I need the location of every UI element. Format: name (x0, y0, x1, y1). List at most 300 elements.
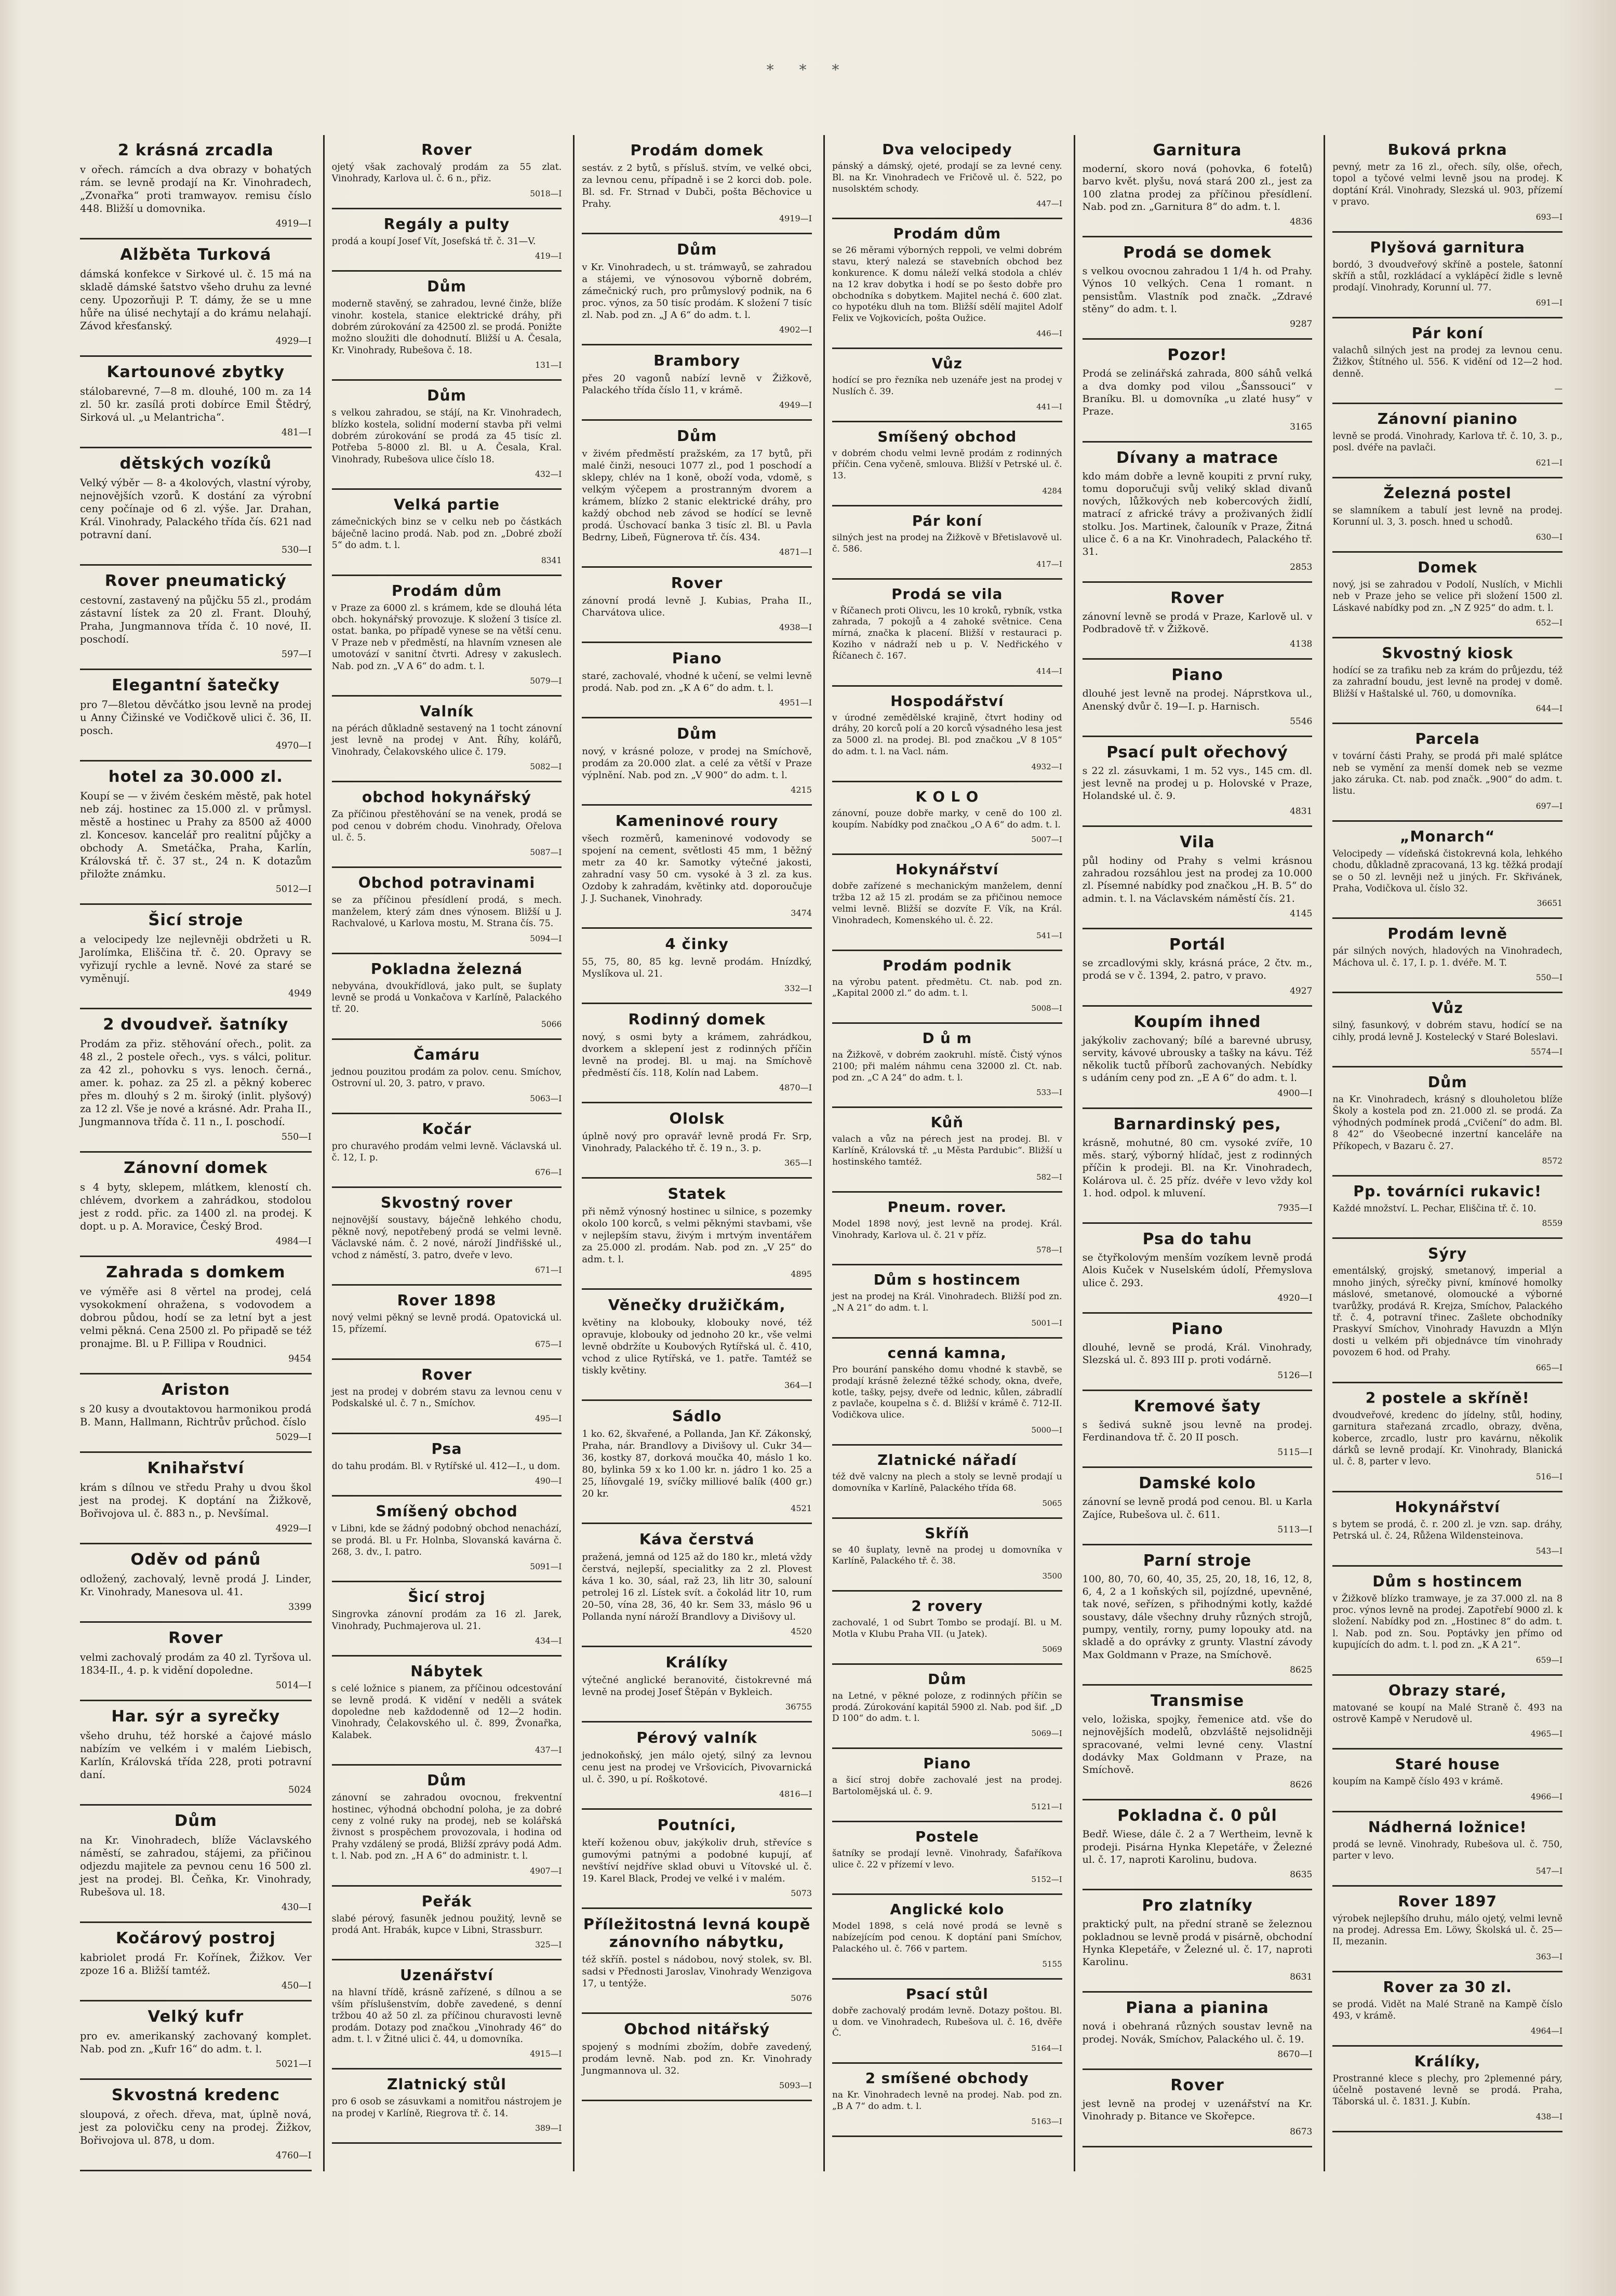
classified-ad (80, 1701, 312, 1806)
classified-ad (582, 345, 812, 421)
classified-ad (832, 1519, 1062, 1592)
ad-headline: Valník (420, 702, 474, 720)
ad-code: 5079—I (530, 676, 562, 686)
ad-text: přes 20 vagonů nabízí levně v Žižkově, Palackého třída číslo 11, v krámě. (582, 373, 812, 396)
classified-ad (332, 868, 562, 954)
ad-code: 4932—I (1031, 762, 1062, 771)
classified-ad (1083, 237, 1313, 340)
ad-code: 481—I (281, 428, 312, 438)
ad-text: se čtyřkolovým menším vozíkem levně prodá Alois Kuček v Nuselském údolí, Přemyslova ulice č. 293. (1082, 1252, 1313, 1289)
ad-text: Prostranné klece s plechy, pro 2plemenné páry, účelně postavené levně se prodá. Praha, Táborská ul. č. 1831. J. Kubín. (1332, 2073, 1562, 2107)
ad-headline: Dům (1427, 1074, 1467, 1091)
ad-headline: Dům (676, 241, 717, 258)
classified-ad (80, 1923, 312, 2001)
ad-headline: Alžběta Turková (120, 246, 272, 264)
ad-code: 446—I (1036, 328, 1062, 338)
ad-headline: Kartounové zbytky (106, 363, 285, 381)
ad-headline: Peřák (421, 1892, 472, 1910)
ad-code: 516—I (1535, 1472, 1562, 1481)
ad-headline: 2 rovery (911, 1597, 983, 1615)
ad-code: 5082—I (530, 762, 562, 772)
ad-headline: Rover (671, 574, 723, 592)
ad-headline: Elegantní šatečky (112, 676, 280, 695)
ad-code: 5000—I (1031, 1425, 1062, 1435)
ad-headline: Piano (1171, 666, 1223, 685)
ad-headline: Káva čerstvá (639, 1530, 755, 1548)
ad-headline: cenná kamna, (887, 1344, 1007, 1362)
ad-headline: Hokynářství (1395, 1498, 1500, 1516)
ad-headline: „Monarch“ (1400, 827, 1495, 845)
ad-code: 4919—I (779, 213, 812, 223)
classified-ad (832, 1193, 1062, 1266)
ad-code: 8670—I (1277, 2049, 1313, 2060)
ad-text: zánovní prodá levně J. Kubias, Praha II., Charvátova ulice. (582, 595, 812, 618)
classified-ad (332, 697, 562, 782)
ad-text: na hlavní třídě, krásně zařízené, s dílnou a se vším příslušenstvím, dobře zavedené, s denní tržbou 40 až 50 zl. za příčinou churavosti levně prodám. Dotazy pod značkou „Vinohrady 46“ do adm. t. l. v Žitné ulici č. 44, u domovníka. (331, 1987, 562, 2045)
column-1 (73, 135, 318, 2171)
ad-text: pro 6 osob se zásuvkami a nomitřou nástrojem je na prodej v Karlíně, Riegrova tř. č. 14. (331, 2097, 562, 2119)
classified-ad (80, 357, 312, 448)
classified-ad (832, 580, 1062, 687)
ad-text: s 4 byty, sklepem, mlátkem, kleností ch. chlévem, dvorkem a zahrádkou, stodolou jest z rodd. přic. za 1400 zl. na prodej. K dopt. u p. A. Moravice, Český Brod. (80, 1181, 312, 1232)
ad-text: na Žižkově, v dobrém zaokruhl. místě. Čistý výnos 2100; při malém náhmu cena 32000 zl. Ct. nab. pod zn. „C A 24“ do adm. t. l. (832, 1050, 1062, 1083)
ad-code: 541—I (1036, 930, 1062, 940)
ad-headline: Obrazy staré, (1388, 1681, 1507, 1699)
ad-text: se zrcadlovými skly, krásná práce, 2 čtv. m., prodá se v č. 1394, 2. patro, v pravo. (1082, 957, 1313, 982)
ad-code: 8559 (1542, 1219, 1562, 1229)
ad-headline: dětských vozíků (119, 455, 272, 473)
classified-ad (1332, 1812, 1562, 1887)
classified-ad (582, 1290, 812, 1401)
ad-headline: Šicí stroj (408, 1588, 486, 1606)
ad-text: na Kr. Vinohradech levně na prodej. Nab. pod zn. „B A 7“ do adm. t. l. (832, 2090, 1062, 2112)
ad-text: slabé pérový, fasuněk jednou použitý, levně se prodá Ant. Hrabák, kupce v Libni, Strassburr. (331, 1913, 562, 1935)
ad-headline: Zánovní pianino (1377, 410, 1518, 428)
classified-ad (332, 782, 562, 868)
ad-code: 5024 (288, 1785, 312, 1795)
ad-headline: Kočár (422, 1120, 472, 1138)
ad-headline: Skvostná kredenc (111, 2086, 280, 2104)
classified-ad (80, 1009, 312, 1153)
ad-code: 5126—I (1277, 1370, 1313, 1381)
ad-code: 8626 (1290, 1780, 1313, 1791)
ad-headline: Pérový valník (636, 1729, 758, 1746)
classified-ad (1332, 1972, 1562, 2047)
classified-ad (832, 1108, 1062, 1192)
ad-text: v úrodné zemědělské krajině, čtvrt hodiny od dráhy, 20 korců polí a 20 korců výsadného lesa jest za 5000 zl. na prodej. Bl. pod značkou „V 8 105“ do adm. t. l. na Vacl. nám. (832, 712, 1062, 757)
ad-text: všeho druhu, též horské a čajové máslo nabízím ve velkém i v malém Liebisch, Karlín, Královská třída 228, proti potravní daní. (80, 1730, 312, 1781)
ad-headline: Plyšová garnitura (1370, 238, 1525, 256)
ad-text: pro churavého prodám velmi levně. Václavská ul. č. 12, I. p. (331, 1141, 562, 1164)
ad-text: s velkou ovocnou zahradou 1 1/4 h. od Prahy. Výnos 10 velkých. Cena 1 romant. n pensistům. Vlastník pod značk. „Zdravé stěny“ do adm. t. l. (1082, 265, 1313, 315)
ad-code: 5012—I (275, 884, 312, 895)
classified-ad (1332, 1676, 1562, 1750)
ad-headline: Koupím ihned (1133, 1012, 1261, 1031)
classified-ad (1332, 404, 1562, 478)
classified-ad (1083, 1007, 1313, 1109)
ad-headline: Piano (672, 649, 722, 667)
ad-headline: Čamáru (413, 1046, 480, 1063)
ad-headline: Statek (667, 1185, 726, 1203)
ad-text: půl hodiny od Prahy s velmi krásnou zahradou rozsáhlou jest na prodej za 10.000 zl. Písemné nabídky pod značkou „H. B. 5“ do admin. t. l. na Václavském náměstí čís. 21. (1082, 855, 1313, 904)
classified-ad (1083, 737, 1313, 827)
column-6 (1324, 135, 1569, 2171)
classified-ad (582, 568, 812, 643)
ad-text: Model 1898, s celá nové prodá se levně s nabízejícím pod cenou. K doptání pani Smíchov, Palackého ul. č. 766 v partem. (832, 1921, 1062, 1954)
ad-headline: Kremové šaty (1133, 1397, 1261, 1416)
ad-headline: Anglické kolo (890, 1901, 1005, 1918)
classified-ad (80, 670, 312, 762)
ad-text: Koupí se — v živém českém městě, pak hotel neb záj. hostinec za 15.000 zl. v průmysl. městě a hostinec u Prahy za 8500 až 4000 zl. Koncesov. kancelář pro realitní půjčky a obchody A. Smetáčka, Praha, Karlín, Královská tř. č. 37 st., 24 n. K dotazům přiložte známku. (80, 790, 312, 880)
ad-headline: Zahrada s domkem (106, 1263, 286, 1282)
ad-headline: 2 postele a skříně! (1365, 1389, 1530, 1407)
ad-headline: Transmise (1150, 1691, 1245, 1710)
ad-text: krásně, mohutné, 80 cm. vysoké zvíře, 10 měs. starý, výborný hlídač, jest z rodinných příčin k prodeji. Bl. na Kr. Vinohradech, Kolárova ul. č. 25 příz. dvéře v levo vždy kol 1. hod. odpol. k mluvení. (1082, 1137, 1313, 1199)
ad-text: při němž výnosný hostinec u silnice, s pozemky okolo 100 korců, s velmi pěknými stavbami, vše v nejlepším stavu, živým i mrtvým inventářem za 25.000 zl. prodám. Nab. pod zn. „V 25“ do adm. t. l. (582, 1206, 812, 1265)
ad-text: v Žižkově blízko tramwaye, je za 37.000 zl. na 8 proc. výnos levně na prodej. Zapotřebí 9000 zl. k složení. Nabídky pod zn. „Hostinec 8“ do adm. t. l. Nab. pod zn. Sou. Poptávky jen přímo od kupujících do adm. t. l. pod zn. „K A 21“. (1332, 1593, 1562, 1651)
ad-text: do tahu prodám. Bl. v Rytířské ul. 412—I., u dom. (331, 1461, 560, 1472)
ad-headline: Rover (421, 1366, 472, 1383)
ad-text: silný, fasunkový, v dobrém stavu, hodící se na cihly, prodá levně J. Kostelecký v Staré Boleslavi. (1332, 1020, 1562, 1043)
ad-text: hodící se za trafiku neb za krám do průjezdu, též za zahradní boudu, jest levně na prodej v domě. Bližší v Haštalské ul. 760, u domovníka. (1332, 665, 1562, 699)
ad-text: jest na prodej na Král. Vinohradech. Bližší pod zn. „N A 21“ do adm. t. l. (832, 1291, 1062, 1314)
ad-headline: Parcela (1415, 730, 1480, 748)
classified-ad (332, 1657, 562, 1766)
ad-text: v Libni, kde se žádný podobný obchod nenachází, se prodá. Bl. u Fr. Holnba, Slovanská kavárna č. 268, 3. dv., I. patro. (331, 1524, 562, 1557)
ad-code: 4520 (791, 1626, 812, 1636)
classified-ad (832, 951, 1062, 1024)
ad-code: 4284 (1042, 486, 1062, 496)
ad-headline: Pp. továrníci rukavic! (1353, 1183, 1542, 1200)
ad-headline: Regály a pulty (383, 215, 510, 233)
classified-ad (582, 1810, 812, 1909)
ad-code: 365—I (784, 1158, 812, 1168)
ad-code: 5091—I (530, 1562, 562, 1572)
ad-headline: Rover za 30 zl. (1383, 1978, 1512, 1996)
ad-headline: Skvostný kiosk (1382, 644, 1513, 662)
ad-headline: Rover (168, 1629, 223, 1647)
ad-headline: Pro zlatníky (1142, 1897, 1253, 1915)
ad-code: 5065 (1042, 1498, 1062, 1508)
ad-code: 5574—I (1530, 1047, 1562, 1057)
ad-text: jednokoňský, jen málo ojetý, silný za levnou cenu jest na prodej ve Vršovicích, Pivovarnická ul. č. 390, u pí. Roškotové. (582, 1750, 812, 1785)
ad-text: výrobek nejlepšího druhu, málo ojetý, velmi levně na prodej. Adressa Em. Löwy, Školská ul. č. 25—II, mezanin. (1332, 1913, 1562, 1947)
ad-headline: Příležitostná levná koupě zánovního nábytku, (583, 1915, 811, 1951)
ad-headline: Králíky, (1414, 2052, 1481, 2070)
ad-text: a velocipedy lze nejlevněji obdržeti u R. Jarolímka, Eliščina tř. č. 20. Opravy se vyřizují rychle a levně. Nové za staré se vyměnují. (80, 933, 312, 984)
ad-headline: 4 činky (665, 935, 729, 953)
ad-code: 675—I (535, 1339, 562, 1349)
ad-text: Model 1898 nový, jest levně na prodej. Král. Vinohrady, Karlova ul. č. 21 v příz. (832, 1218, 1062, 1240)
classified-ad (1083, 1224, 1313, 1314)
ad-text: všech rozměrů, kameninové vodovody se spojení na cement, světlosti 45 mm, 1 běžný metr za 40 kr. Samotky výtečné jakosti, zahradní vasy 50 cm. vysoké à 3 zl. za kus. Ozdoby k zahradám, květinky atd. doporoučuje J. J. Suchanek, Vinohrady. (582, 833, 812, 904)
ad-headline: Poutníci, (657, 1816, 737, 1834)
ad-text: Pro bourání panského domu vhodné k stavbě, se prodají krásně železné těžké schody, okna, dveře, kotle, tašky, pejsy, dveře od lednic, kůlen, zábradlí z pavlače, koupelna s č. d. Bližší v krámě č. 712-II. Vodičkova ulice. (832, 1365, 1062, 1421)
classified-ad (832, 1592, 1062, 1665)
ad-headline: Ariston (161, 1381, 230, 1399)
classified-ad (832, 855, 1062, 951)
ad-code: 697—I (1535, 801, 1562, 811)
classified-ad (1083, 1545, 1313, 1686)
classified-ad (1083, 443, 1313, 583)
ad-code: 8635 (1290, 1870, 1313, 1880)
ad-code: 4138 (1290, 639, 1313, 650)
page-mark: * * * (766, 61, 850, 78)
classified-ad (80, 762, 312, 905)
ad-text: matované se koupí na Malé Straně č. 493 na ostrově Kampě v Nerudově ul. (1332, 1702, 1562, 1725)
classified-ad (582, 1647, 812, 1723)
ad-code: 8673 (1290, 2126, 1313, 2137)
ad-code: 693—I (1535, 212, 1562, 222)
ad-code: 4895 (791, 1269, 812, 1279)
classified-ad (80, 1374, 312, 1453)
ad-text: též skříň. postel s nádobou, nový stolek, sv. Bl. sadsi v Přednosti Jaroslav, Vinohrady Wenzigova 17, u tentýže. (582, 1954, 812, 1989)
ad-code: 4964—I (1530, 2026, 1562, 2036)
classified-ad (332, 272, 562, 381)
ad-code: 652—I (1535, 618, 1562, 628)
ad-code: — (1554, 384, 1562, 394)
classified-ad (832, 687, 1062, 782)
ad-code: 3500 (1042, 1571, 1062, 1581)
ad-code: 8572 (1542, 1156, 1562, 1166)
ad-code: 4951—I (779, 698, 812, 708)
ad-code: 419—I (535, 251, 562, 261)
ad-code: 4984—I (275, 1236, 312, 1247)
classified-ad (832, 1665, 1062, 1749)
ad-headline: Dům (676, 427, 717, 445)
ad-code: 4949—I (779, 400, 812, 410)
classified-ad (80, 135, 312, 239)
ad-text: s 22 zl. zásuvkami, 1 m. 52 vys., 145 cm. dl. jest levně na prodej u p. Holovské v Praze, Holandské ul. č. 9. (1082, 765, 1313, 802)
ad-text: květiny na klobouky, klobouky nové, též opravuje, klobouky od jednoho 20 kr., vše velmi levně obdržíte u Koubových Rytířská ul. č. 410, vchod z ulice Rytířská, ve 1. patře. Tamtéž se tiskly květiny. (582, 1317, 812, 1376)
ad-code: 417—I (1036, 559, 1062, 569)
classified-ad (582, 718, 812, 806)
ad-code: 9454 (288, 1354, 312, 1364)
ad-text: zánovní se zahradou ovocnou, frekventní hostinec, výhodná obchodní poloha, je za dobré ceny z volné ruky na prodej, neb se kolářská živnost s prospěchem provozovala, i hodina od Prahy vzdálený se prodá, Bližší zprávy podá Adm. t. l. Nab. pod zn. „H A 6“ do administr. t. l. (331, 1793, 562, 1862)
ad-headline: K O L O (915, 787, 979, 805)
ad-text: pro ev. amerikanský zachovaný komplet. Nab. pod zn. „Kufr 16“ do adm. t. l. (80, 2030, 312, 2055)
classified-ad (1332, 553, 1562, 638)
ad-code: 8631 (1290, 1972, 1313, 1983)
classified-ad (332, 1960, 562, 2070)
ad-code: 332—I (784, 983, 812, 993)
ad-code: 4215 (791, 785, 812, 795)
ad-code: 4831 (1290, 806, 1313, 817)
ad-headline: Psací pult ořechový (1106, 743, 1288, 762)
ad-code: 4902—I (779, 325, 812, 335)
classified-ad (1083, 1468, 1313, 1545)
classified-ad (1083, 1391, 1313, 1469)
ad-code: 4919—I (275, 219, 312, 229)
ad-headline: Dva velocipedy (882, 141, 1012, 158)
ad-headline: Dům s hostincem (873, 1271, 1021, 1289)
ad-text: Velký výběr — 8- a 4kolových, vlastní výroby, nejnovějších vzorů. K dostání za výrobní ceny počínaje od 6 zl. výše. Jar. Drahan, Král. Vinohrady, Palackého třída čís. 621 nad potravní daní. (80, 477, 312, 541)
ad-code: 4870—I (779, 1083, 812, 1092)
ad-headline: Skříň (925, 1524, 970, 1542)
ad-headline: Damské kolo (1139, 1474, 1256, 1493)
classified-ad (832, 422, 1062, 506)
classified-ad (1332, 233, 1562, 318)
ad-headline: Sádlo (672, 1407, 722, 1425)
ad-code: 4965—I (1530, 1729, 1562, 1739)
ad-text: s 20 kusy a dvoutaktovou harmonikou prodá B. Mann, Hallmann, Richtrův průchod. číslo (80, 1403, 312, 1428)
ad-code: 4966—I (1530, 1792, 1562, 1801)
ad-headline: Rodinný domek (628, 1010, 766, 1028)
ad-headline: Prodám podnik (883, 956, 1012, 974)
ad-headline: Prodá se vila (891, 585, 1003, 603)
ad-code: 3399 (288, 1602, 312, 1612)
ad-text: pražená, jemná od 125 až do 180 kr., mletá vždy čerstvá, nejlepší, specialitky za 2 zl. Plovest káva 1 ko. 30, sáal, raž 23, lih litr 30, salouní petrolej 16 zl. Lístek svít. a čokolád litr 10, rum 20–50, vína 28, 36, 40 kr. Sem 33, máslo 96 u Pollanda nyní nároží Brandlovy a Divišovy ul. (582, 1552, 812, 1622)
classified-ad (1083, 1109, 1313, 1224)
ad-text: též dvě valcny na plech a stoly se levně prodají u domovníka v Karlíně, Palackého třída 68. (832, 1472, 1062, 1493)
ad-text: prodá a koupí Josef Vít, Josefská tř. č. 31—V. (331, 236, 536, 247)
ad-headline: 2 krásná zrcadla (117, 141, 274, 159)
ad-text: pro 7—8letou děvčátko jsou levně na prodej u Anny Čižinské ve Vodičkově ulici č. 36, II. posch. (80, 699, 312, 737)
classified-ad (332, 1887, 562, 1961)
ad-code: 5121—I (1031, 1801, 1062, 1811)
ad-code: 430—I (281, 1902, 312, 1913)
ad-headline: Rover (1170, 589, 1224, 607)
ad-headline: Prodá se domek (1123, 244, 1272, 262)
ad-headline: Pokladna č. 0 půl (1117, 1807, 1277, 1825)
ad-code: 5008—I (1031, 1004, 1062, 1013)
classified-ad (80, 2001, 312, 2080)
ad-headline: Postele (915, 1827, 979, 1845)
ad-text: silných jest na prodej na Žižkově v Břetislavově ul. č. 586. (832, 532, 1062, 554)
ad-headline: Velká partie (393, 496, 500, 514)
ad-text: kdo mám dobře a levně koupiti z první ruky, tomu doporučuji svůj veliký sklad divanů nových, lůžkových neb kobercových židlí, matrací z africké trávy a proživaných židlí stolku. Jos. Martinek, čalouník v Praze, Žitná ulice č. 6 a na Kr. Vinohradech, Palackého tř. 31. (1082, 470, 1313, 558)
ad-text: dámská konfekce v Sirkové ul. č. 15 má na skladě dámské šatstvo všeho druhu za levné ceny. Upozorňuji P. T. dámy, že se u mne hůře na úlisé nechytají a do krámu nelahají. Závod křesťanský. (80, 268, 312, 332)
classified-ad (1332, 1239, 1562, 1383)
ad-code: 5155 (1042, 1959, 1062, 1969)
ad-code: 533—I (1036, 1088, 1062, 1098)
classified-ad (1083, 1890, 1313, 1993)
classified-ad (832, 349, 1062, 422)
column-3 (573, 135, 818, 2171)
ad-text: v Kr. Vinohradech, u st. trámwayů, se zahradou a stájemi, ve výnosovou výborně dobrém, zámečnický ruch, pro průmyslový podnik, na 6 proc. výnos, za 50 tisíc prodám. K složení 7 tisíc zl. Nab. pod zn. „J A 6“ do adm. t. l. (582, 262, 812, 321)
ad-code: 325—I (535, 1940, 562, 1950)
ad-text: koupím na Kampě číslo 493 v krámě. (1332, 1777, 1503, 1787)
ad-code: 2853 (1290, 562, 1313, 572)
classified-ad (832, 135, 1062, 219)
classified-ad (80, 905, 312, 1009)
ad-text: nebyvána, dvoukřídlová, jako pult, se šuplaty levně se prodá u Vonkačova v Karlíně, Palackého tř. 20. (331, 981, 562, 1015)
ad-code: 4927 (1290, 985, 1313, 996)
classified-ad (1083, 583, 1313, 660)
ad-code: 5546 (1290, 716, 1313, 727)
ad-code: 550—I (1535, 973, 1562, 983)
ad-headline: Dům (427, 278, 466, 296)
ad-text: s celé ložnice s pianem, za příčinou odcestování se levně prodá. K vidění v neděli a svátek dopoledne neb každodenně od 12—2 hodin. Vinohrady, Čelakovského ul. č. 899, Žvonařka, Kalabek. (331, 1684, 562, 1741)
ad-headline: Piano (1171, 1320, 1223, 1339)
ad-headline: Prodám dům (893, 225, 1001, 243)
ad-code: 4970—I (275, 741, 312, 751)
ad-text: šatníky se prodají levně. Vinohrady, Šafaříkova ulice č. 22 v přízemí v levo. (832, 1848, 1062, 1870)
classified-ad (332, 209, 562, 272)
ad-headline: Zánovní domek (124, 1159, 268, 1177)
ad-code: 644—I (1535, 704, 1562, 714)
ad-code: 4521 (791, 1503, 812, 1513)
ad-code: 414—I (1036, 666, 1062, 676)
ad-headline: Prodám domek (630, 141, 764, 159)
column-2 (323, 135, 568, 2171)
classified-ad (80, 448, 312, 566)
ad-code: 5094—I (530, 933, 562, 943)
ad-code: 671—I (535, 1265, 562, 1275)
ad-code: 578—I (1036, 1245, 1062, 1255)
ad-code: 530—I (281, 545, 312, 555)
ad-text: Velocipedy — vídeňská čistokrevná kola, lehkého chodu, důkladně zpracovaná, 13 kg. těžká prodají se o 50 zl. levněji než u jiných. Fr. Skřivánek, Praha, Vodičkova ul. číslo 32. (1332, 848, 1562, 894)
ad-headline: Hokynářství (896, 861, 999, 878)
ad-code: 5076 (791, 1993, 812, 2003)
ad-headline: Rover (1170, 2076, 1224, 2095)
ad-headline: Pár koní (912, 512, 982, 529)
ad-text: hodící se pro řezníka neb uzenáře jest na prodej v Nuslích č. 39. (832, 375, 1062, 397)
ad-headline: Šicí stroje (148, 911, 244, 929)
ad-code: 582—I (1036, 1172, 1062, 1182)
ad-code: 5093—I (779, 2080, 812, 2090)
ad-code: 5007—I (1031, 835, 1062, 845)
classified-ad (832, 1024, 1062, 1108)
ad-text: prodá se levně. Vinohrady, Rubešova ul. č. 750, parter v levo. (1332, 1839, 1562, 1862)
classified-ad (332, 2070, 562, 2144)
classified-ad (1332, 1383, 1562, 1492)
classified-ad (80, 1623, 312, 1701)
ad-code: 450—I (281, 1981, 312, 1991)
ad-text: Za příčinou přestěhování se na venek, prodá se pod cenou v dobrém chodu. Vinohrady, Ořelova ul. č. 5. (331, 809, 562, 843)
ad-headline: Vila (1180, 833, 1215, 851)
ad-headline: Kameninové roury (615, 812, 779, 830)
ad-text: na pérách důkladně sestavený na 1 tocht zánovní jest levně na prodej v Ant. Říhy, kolářů, Vinohrady, Čelakovského ulice č. 179. (331, 723, 562, 757)
ad-text: dlouhé jest levně na prodej. Náprstkova ul., Anenský dvůr č. 19—I. p. Harnisch. (1082, 688, 1313, 712)
classified-ad (1332, 1750, 1562, 1812)
ad-text: na Kr. Vinohradech, krásný s dlouholetou blíže Školy a kostela pod zn. 21.000 zl. se prodá. Za výhodných podmínek prodá „Cvičení“ do adm. Bl. 8 42“ do Všeobecné inzertní kanceláře na Příkopech, v Bazaru č. 27. (1332, 1094, 1562, 1152)
classified-ad (1083, 1314, 1313, 1391)
ad-code: 5069—I (1031, 1729, 1062, 1739)
ad-text: se za příčinou přesídlení prodá, s mech. manželem, který zám dnes výnosem. Bližší u J. Rachvalové, u Karlova mostu, M. Strana čís. 75. (331, 895, 562, 929)
ad-text: výtečné anglické beranovité, čistokrevné má levně na prodej Josef Štěpán v Bykleich. (582, 1675, 812, 1698)
ad-headline: Pneum. rover. (887, 1198, 1007, 1216)
ad-text: moderní, skoro nová (pohovka, 6 fotelů) barvo květ. plyšu, nová stará 200 zl., jest za 100 zlatna prodej za příčinou přesídlení. Nab. pod zn. „Garnitura 8“ do adm. t. l. (1082, 163, 1313, 212)
ad-code: 5063—I (530, 1093, 562, 1103)
ad-code: 5115—I (1277, 1447, 1313, 1458)
ad-code: 4938—I (779, 622, 812, 632)
classified-ad (1332, 822, 1562, 919)
ad-code: 5069 (1042, 1644, 1062, 1654)
ad-text: 100, 80, 70, 60, 40, 35, 25, 20, 18, 16, 12, 8, 6, 4, 2 a 1 koňských sil, pojízdné, upevněné, tak nové, seřízen, s přihodnými kotly, každé soustavy, dále všechny druhy různých strojů, pumpy, ventily, rorny, pumy lopouky atd. na skladě a do oprávky z grunty. Vlastní závody Max Goldmann v Praze, na Smíchově. (1082, 1573, 1313, 1661)
ad-headline: Barnardinský pes, (1113, 1115, 1281, 1133)
classified-ad (1083, 2070, 1313, 2147)
ad-headline: Pozor! (1167, 346, 1227, 365)
ad-text: v tovární části Prahy, se prodá při malé splátce neb se vymění za menší domek neb se vezme jako záruka. Ct. nab. pod značk. „900“ do adm. t. listu. (1332, 751, 1562, 797)
ad-text: kabriolet prodá Fr. Kořínek, Žižkov. Ver zpoze 16 a. Bližší tamtéž. (80, 1952, 312, 1977)
ad-headline: Pokladna železná (370, 960, 523, 978)
ad-headline: Knihařství (147, 1459, 245, 1477)
ad-text: jakýkoliv zachovaný; bílé a barevné ubrusy, servity, kávové ubrousky a tašky na kávu. Též několik tuctů příborů zachovaných. Nebídky s udáním ceny pod zn. „E A 6“ do adm. t. l. (1082, 1034, 1313, 1084)
ad-code: 7935—I (1277, 1203, 1313, 1214)
ad-headline: Železná postel (1383, 484, 1512, 502)
ad-headline: Buková prkna (1387, 141, 1507, 158)
ad-text: v ořech. rámcích a dva obrazy v bohatých rám. se levně prodají na Kr. Vinohradech, „Zvonařka“ proti tramwayov. remisu číslo 448. Bližší u domovnika. (80, 164, 312, 215)
ad-code: 438—I (1535, 2112, 1562, 2121)
ad-code: 550—I (281, 1132, 312, 1142)
ad-code: 547—I (1535, 1866, 1562, 1876)
ad-headline: Har. sýr a syrečky (111, 1707, 281, 1726)
ad-code: 5152—I (1031, 1875, 1062, 1885)
classified-ad (832, 2064, 1062, 2137)
ad-code: 36755 (785, 1702, 812, 1712)
ad-code: 4929—I (275, 336, 312, 346)
